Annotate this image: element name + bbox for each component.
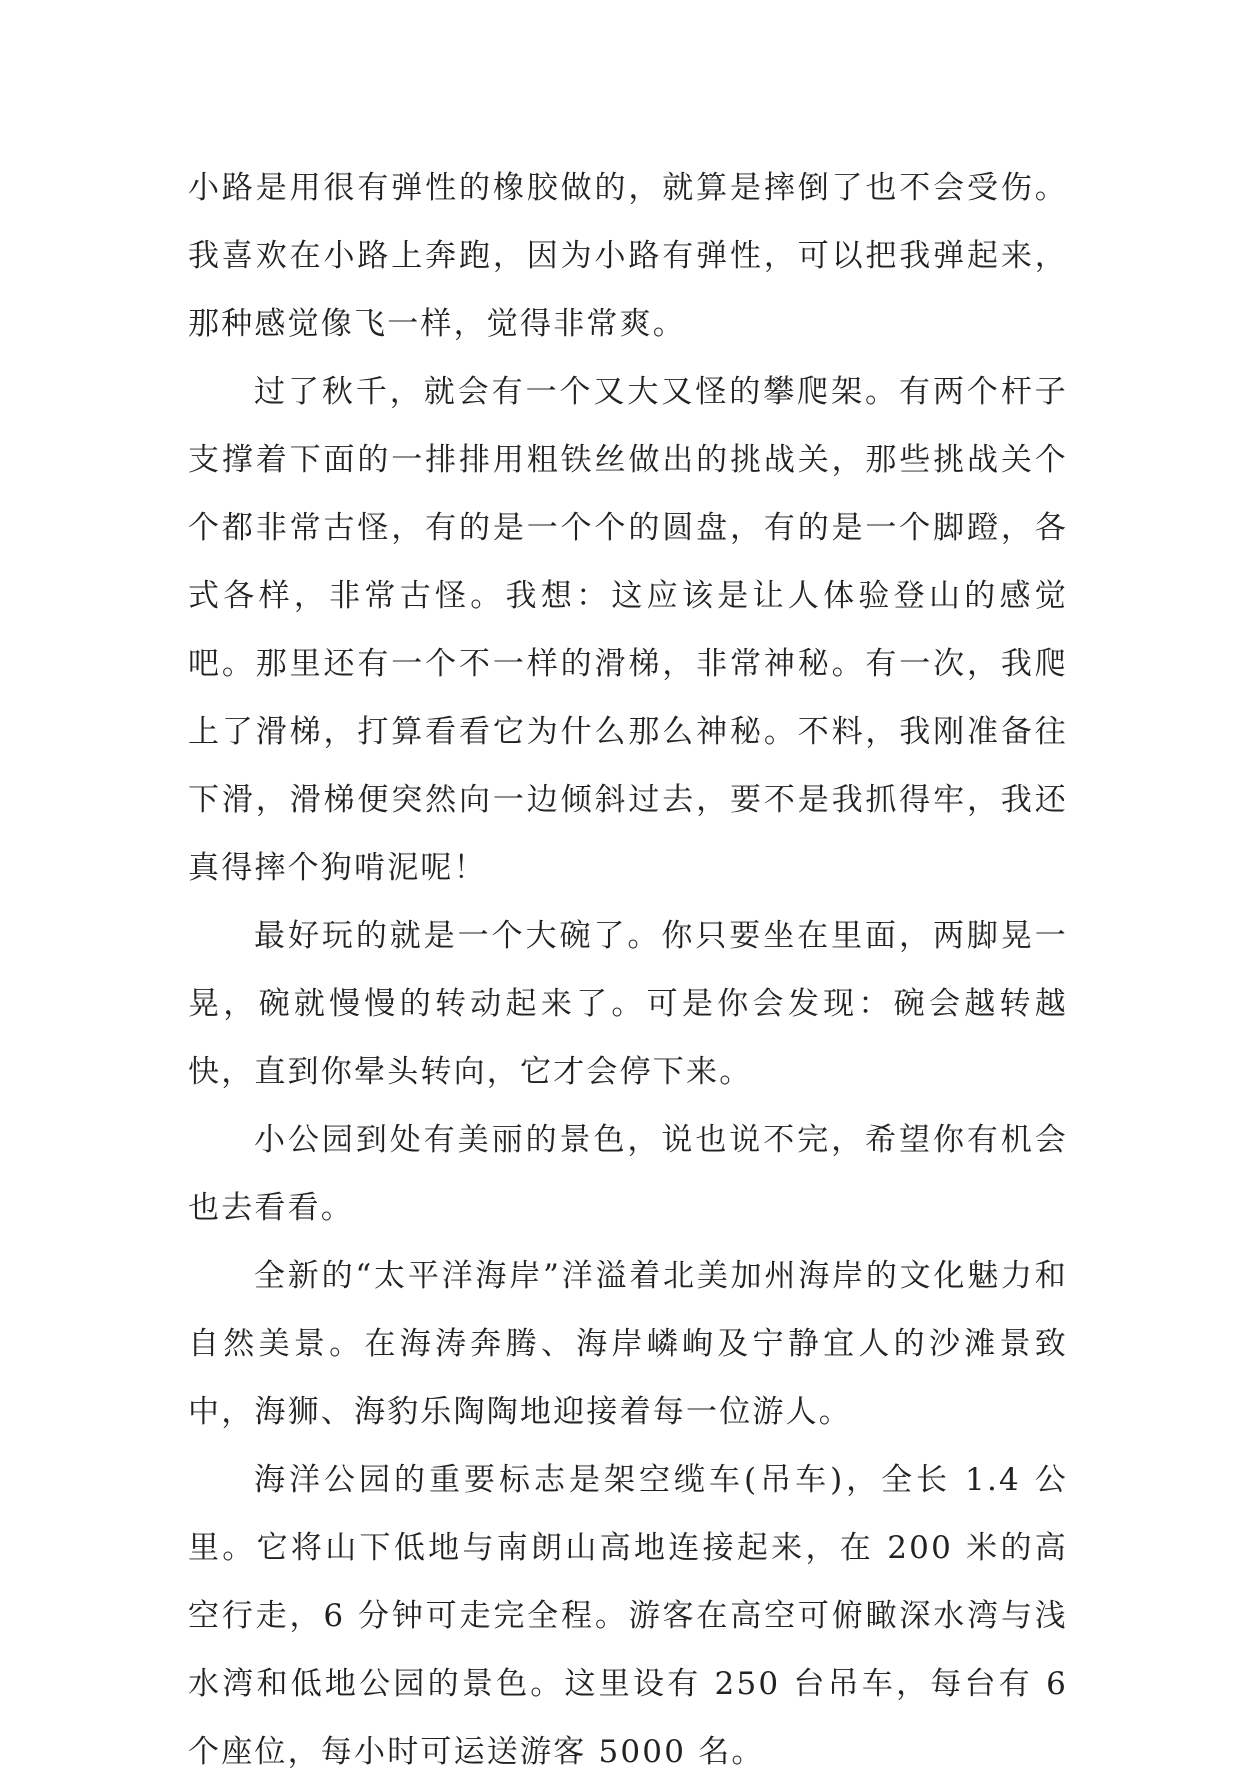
paragraph-3: 最好玩的就是一个大碗了。你只要坐在里面，两脚晃一晃，碗就慢慢的转动起来了。可是你会发现：碗会越转越快，直到你晕头转向，它才会停下来。 xyxy=(188,918,1068,1090)
paragraph-6: 海洋公园的重要标志是架空缆车(吊车)，全长 1.4 公里。它将山下低地与南朗山高地连接起来，在 200 米的高空行走，6 分钟可走完全程。游客在高空可俯瞰深水湾与浅水湾和低地公园的景色。这里设有 250 台吊车，每台有 6 个座位，每小时可运送游客 5000 名。 xyxy=(188,1462,1068,1770)
paragraph-1: 小路是用很有弹性的橡胶做的，就算是摔倒了也不会受伤。我喜欢在小路上奔跑，因为小路有弹性，可以把我弹起来，那种感觉像飞一样，觉得非常爽。 xyxy=(188,170,1068,342)
paragraph-2: 过了秋千，就会有一个又大又怪的攀爬架。有两个杆子支撑着下面的一排排用粗铁丝做出的挑战关，那些挑战关个个都非常古怪，有的是一个个的圆盘，有的是一个脚蹬，各式各样，非常古怪。我想：这应该是让人体验登山的感觉吧。那里还有一个不一样的滑梯，非常神秘。有一次，我爬上了滑梯，打算看看它为什么那么神秘。不料，我刚准备往下滑，滑梯便突然向一边倾斜过去，要不是我抓得牢，我还真得摔个狗啃泥呢！ xyxy=(188,374,1068,886)
paragraph-5: 全新的“太平洋海岸”洋溢着北美加州海岸的文化魅力和自然美景。在海涛奔腾、海岸嶙峋及宁静宜人的沙滩景致中，海狮、海豹乐陶陶地迎接着每一位游人。 xyxy=(188,1258,1068,1430)
document-body xyxy=(188,154,1068,1786)
paragraph-4: 小公园到处有美丽的景色，说也说不完，希望你有机会也去看看。 xyxy=(188,1122,1068,1226)
